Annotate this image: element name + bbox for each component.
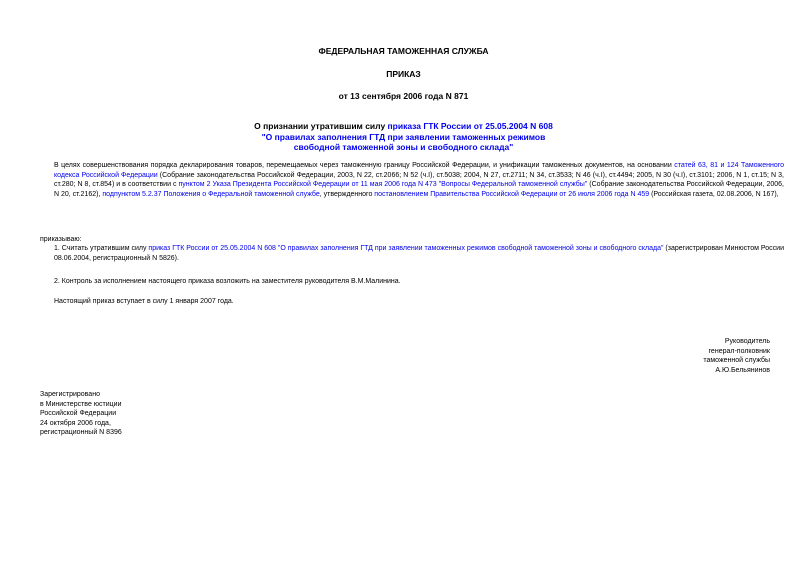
item1-text-2: (зарегистрирован Минюстом России 08.06.2004, регистрационный N 5826). [54, 245, 784, 262]
preamble-text-5: (Российская газета, 02.08.2006, N 167), [649, 190, 779, 198]
signature-line: Руководитель [724, 338, 770, 345]
paragraph-preamble [40, 161, 784, 199]
link-government-resolution[interactable]: постановлением Правительства Российской Федерации от 26 июля 2006 года N 459 [374, 190, 650, 198]
document-title [0, 121, 807, 153]
item1-text-1: 1. Считать утратившим силу [54, 245, 149, 252]
date-heading: от 13 сентября 2006 года N 871 [338, 91, 469, 101]
paragraph-item-1 [40, 244, 784, 263]
preamble-text-3: (Собрание законодательства Российской Федерации, 2006, N 20, ст.2162), [54, 181, 784, 198]
title-prefix: О признании утратившим силу [254, 121, 388, 131]
paragraph-order-word: приказываю: [40, 236, 82, 243]
preamble-text-1: В целях совершенствования порядка декларирования товаров, перемещаемых через таможенную границу Российской Федерации, и унификации таможенных документов, на основании [54, 162, 675, 169]
paragraph-effective-date: Настоящий приказ вступает в силу 1 января 2007 года. [54, 298, 234, 305]
agency-heading: ФЕДЕРАЛЬНАЯ ТАМОЖЕННАЯ СЛУЖБА [318, 46, 489, 56]
registration-line: регистрационный N 8396 [40, 429, 122, 437]
preamble-text-2: (Собрание законодательства Российской Федерации, 2003, N 22, ст.2066; N 52 (ч.I), ст.5038; 2004, N 27, ст.2711; N 34, ст.3533; N 46 (ч.I), ст.4494; 2005, N 30 (ч.I), ст.3101; 2006, N 1, ст.15; N 3, ст.280; N 8, ст.854) и в соответствии с [54, 171, 784, 189]
title-link-line2[interactable]: "О правилах заполнения ГТД при заявлении таможенных режимов [261, 131, 546, 142]
link-customs-code[interactable]: статей 63, 81 и 124 Таможенного кодекса Российской Федерации [54, 162, 785, 179]
title-link-line3[interactable]: свободной таможенной зоны и свободного склада" [293, 142, 514, 152]
registration-line: Российской Федерации [40, 410, 117, 418]
registration-line: в Министерстве юстиции [40, 400, 122, 408]
preamble-text-4: , утвержденного [319, 190, 375, 198]
doc-type-heading: ПРИКАЗ [386, 69, 421, 79]
link-regulation-subpoint[interactable]: подпунктом 5.2.37 Положения о Федеральной таможенной службе [102, 190, 320, 198]
link-revoked-order[interactable]: приказ ГТК России от 25.05.2004 N 608 "О правилах заполнения ГТД при заявлении таможенных режимов свободной таможенной зоны и свободного склада" [148, 245, 664, 252]
registration-line: Зарегистрировано [40, 391, 100, 398]
paragraph-item-2: 2. Контроль за исполнением настоящего приказа возложить на заместителя руководителя В.М.Малинина. [54, 278, 401, 285]
signature-line: таможенной службы [703, 357, 770, 365]
registration-block [40, 390, 240, 438]
registration-line: 24 октября 2006 года, [40, 419, 111, 427]
signature-line: генерал-полковник [708, 347, 770, 355]
signature-block [570, 337, 770, 375]
signature-line: А.Ю.Бельянинов [715, 366, 770, 374]
title-link-order[interactable]: приказа ГТК России от 25.05.2004 N 608 [387, 121, 553, 131]
link-presidential-decree[interactable]: пунктом 2 Указа Президента Российской Федерации от 11 мая 2006 года N 473 "Вопросы Федеральной таможенной службы" [178, 181, 588, 189]
